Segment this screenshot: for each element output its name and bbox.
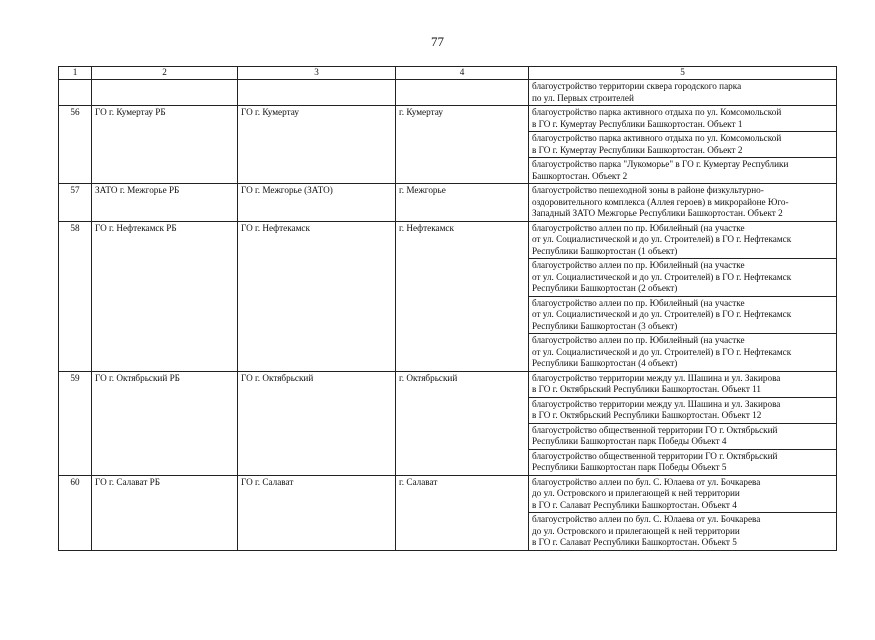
column-header: 5 (529, 67, 837, 80)
table-row (59, 80, 837, 106)
table-row (59, 184, 837, 222)
table-row (59, 371, 837, 397)
municipality-cell: ГО г. Октябрьский (238, 371, 396, 475)
row-number-cell: 56 (59, 106, 92, 184)
district-cell: ГО г. Октябрьский РБ (92, 371, 238, 475)
municipality-cell: ГО г. Кумертау (238, 106, 396, 184)
column-header: 4 (396, 67, 529, 80)
municipality-cell: ГО г. Нефтекамск (238, 221, 396, 371)
object-cell: благоустройство аллеи по пр. Юбилейный (на участке от ул. Социалистической и до ул. Строителей) в ГО г. Нефтекамск Республики Башкортостан (2 объект) (529, 259, 837, 297)
column-header: 2 (92, 67, 238, 80)
object-cell: благоустройство территории между ул. Шашина и ул. Закирова в ГО г. Октябрьский Республики Башкортостан. Объект 12 (529, 397, 837, 423)
municipality-cell: ГО г. Межгорье (ЗАТО) (238, 184, 396, 222)
table-row (59, 475, 837, 513)
object-cell: благоустройство парка активного отдыха по ул. Комсомольской в ГО г. Кумертау Республики Башкортостан. Объект 2 (529, 132, 837, 158)
district-cell: ГО г. Нефтекамск РБ (92, 221, 238, 371)
object-cell: благоустройство общественной территории ГО г. Октябрьский Республики Башкортостан парк Победы Объект 5 (529, 449, 837, 475)
object-cell: благоустройство аллеи по пр. Юбилейный (на участке от ул. Социалистической и до ул. Строителей) в ГО г. Нефтекамск Республики Башкортостан (4 объект) (529, 334, 837, 372)
district-cell: ГО г. Салават РБ (92, 475, 238, 550)
district-cell: ГО г. Кумертау РБ (92, 106, 238, 184)
object-cell: благоустройство парка "Лукоморье" в ГО г. Кумертау Республики Башкортостан. Объект 2 (529, 158, 837, 184)
table-row (59, 106, 837, 132)
column-header: 1 (59, 67, 92, 80)
municipality-cell: ГО г. Салават (238, 475, 396, 550)
locality-cell: г. Кумертау (396, 106, 529, 184)
object-cell: благоустройство аллеи по бул. С. Юлаева от ул. Бочкарева до ул. Островского и прилегающей к ней территории в ГО г. Салават Республики Башкортостан. Объект 5 (529, 513, 837, 551)
district-cell: ЗАТО г. Межгорье РБ (92, 184, 238, 222)
locality-cell (396, 80, 529, 106)
row-number-cell: 60 (59, 475, 92, 550)
object-cell: благоустройство общественной территории ГО г. Октябрьский Республики Башкортостан парк Победы Объект 4 (529, 423, 837, 449)
object-cell: благоустройство аллеи по пр. Юбилейный (на участке от ул. Социалистической и до ул. Строителей) в ГО г. Нефтекамск Республики Башкортостан (1 объект) (529, 221, 837, 259)
row-number-cell: 59 (59, 371, 92, 475)
district-cell (92, 80, 238, 106)
table-row (59, 221, 837, 259)
page-number: 77 (431, 34, 444, 49)
row-number-cell: 58 (59, 221, 92, 371)
table-body (59, 67, 837, 551)
object-cell: благоустройство аллеи по пр. Юбилейный (на участке от ул. Социалистической и до ул. Строителей) в ГО г. Нефтекамск Республики Башкортостан (3 объект) (529, 296, 837, 334)
locality-cell: г. Нефтекамск (396, 221, 529, 371)
municipality-cell (238, 80, 396, 106)
column-header: 3 (238, 67, 396, 80)
object-cell: благоустройство территории сквера городского парка по ул. Первых строителей (529, 80, 837, 106)
object-cell: благоустройство аллеи по бул. С. Юлаева от ул. Бочкарева до ул. Островского и прилегающей к ней территории в ГО г. Салават Республики Башкортостан. Объект 4 (529, 475, 837, 513)
object-cell: благоустройство пешеходной зоны в районе физкультурно- оздоровительного комплекса (Аллея героев) в микрорайоне Юго- Западный ЗАТО Межгорье Республики Башкортостан. Объект 2 (529, 184, 837, 222)
row-number-cell: 57 (59, 184, 92, 222)
locality-cell: г. Октябрьский (396, 371, 529, 475)
locality-cell: г. Межгорье (396, 184, 529, 222)
object-cell: благоустройство парка активного отдыха по ул. Комсомольской в ГО г. Кумертау Республики Башкортостан. Объект 1 (529, 106, 837, 132)
object-cell: благоустройство территории между ул. Шашина и ул. Закирова в ГО г. Октябрьский Республики Башкортостан. Объект 11 (529, 371, 837, 397)
objects-table (58, 66, 837, 551)
row-number-cell (59, 80, 92, 106)
header-row (59, 67, 837, 80)
locality-cell: г. Салават (396, 475, 529, 550)
